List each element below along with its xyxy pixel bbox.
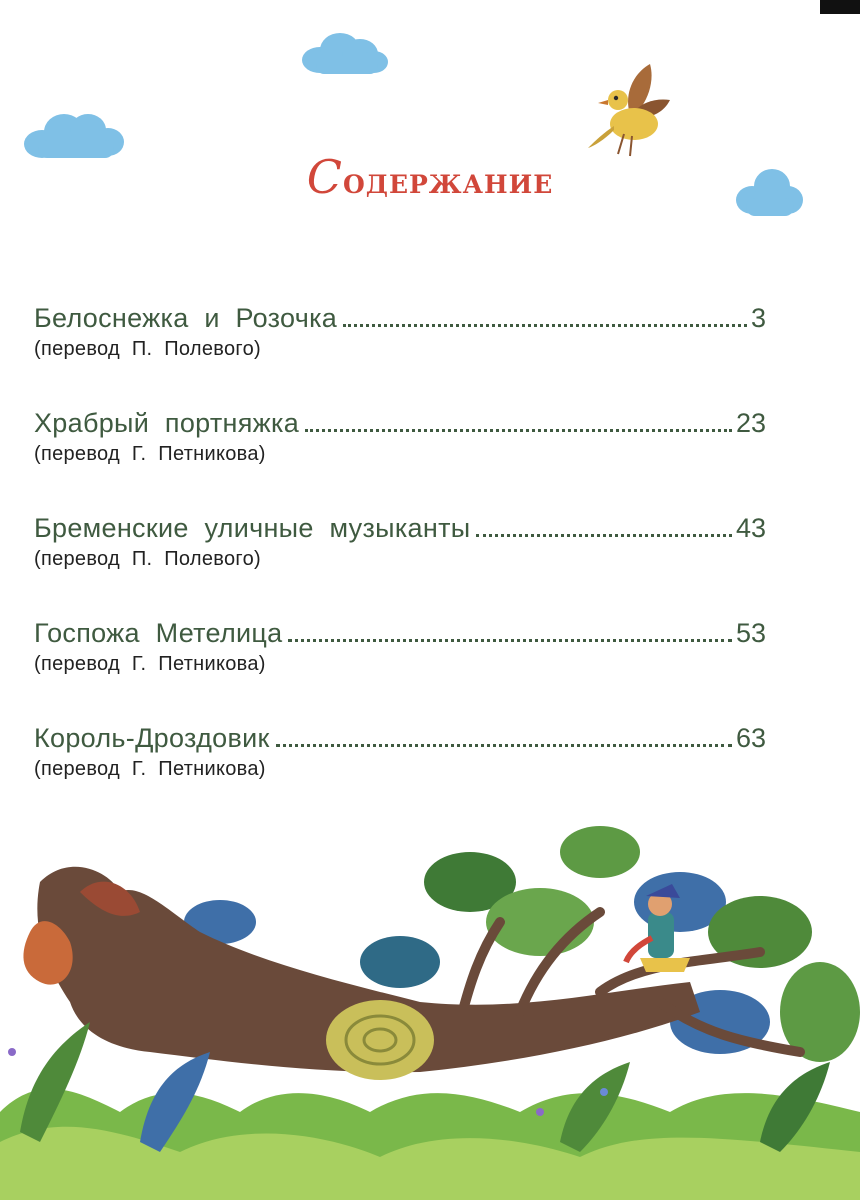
fairy-tale-forest-illustration [0,812,860,1200]
toc-page-number: 63 [735,723,766,753]
toc-entry-title: Бременские уличные музыканты [34,513,471,543]
toc-line [34,710,766,754]
toc-line [34,500,766,544]
toc-translator: (перевод Г. Петникова) [34,653,266,675]
cloud-icon [298,30,390,76]
fallen-tree-trunk [23,867,700,1080]
page-title-initial: С [306,150,343,204]
toc-translator: (перевод П. Полевого) [34,338,261,360]
toc-dot-leader [276,744,732,747]
toc-line [34,395,766,439]
bird-icon [584,60,676,160]
toc-dot-leader [343,324,747,327]
toc-entry[interactable] [34,290,766,395]
toc-page-number: 3 [750,303,766,333]
page-title [0,150,860,204]
corner-mark [820,0,860,14]
toc-translator: (перевод Г. Петникова) [34,758,266,780]
toc-page-number: 23 [735,408,766,438]
toc-entry-title: Храбрый портняжка [34,408,300,438]
toc-entry[interactable] [34,710,766,815]
toc-entry-title: Госпожа Метелица [34,618,283,648]
toc-entry-title: Король-Дроздовик [34,723,270,753]
toc-dot-leader [476,534,732,537]
toc-entry[interactable] [34,395,766,500]
toc-entry[interactable] [34,500,766,605]
toc-page-number: 53 [735,618,766,648]
toc-translator: (перевод Г. Петникова) [34,443,266,465]
toc-translator: (перевод П. Полевого) [34,548,261,570]
toc-page-number: 43 [735,513,766,543]
toc-line [34,605,766,649]
toc-line [34,290,766,334]
toc-dot-leader [288,639,731,642]
page-title-rest: одержание [342,160,554,202]
table-of-contents [34,290,766,815]
toc-entry[interactable] [34,605,766,710]
toc-dot-leader [305,429,732,432]
toc-entry-title: Белоснежка и Розочка [34,303,338,333]
